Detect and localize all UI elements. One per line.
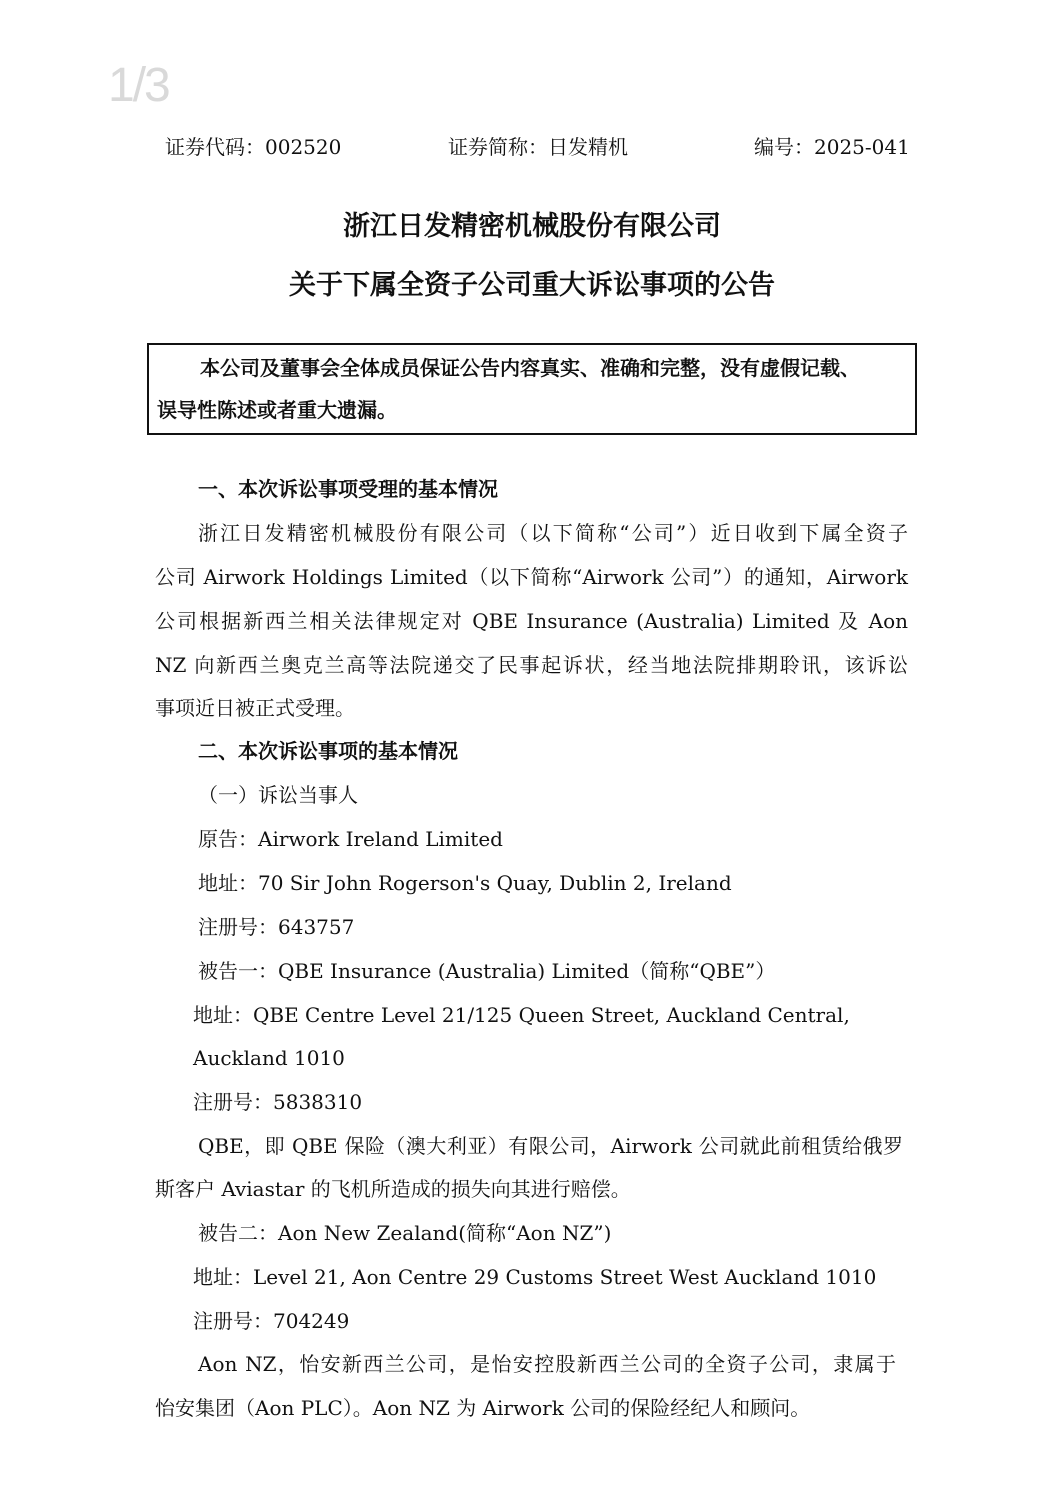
disclaimer-line: 误导性陈述或者重大遗漏。 bbox=[157, 398, 397, 422]
defendant-one-description: QBE，即 QBE 保险（澳大利亚）有限公司，Airwork 公司就此前租赁给俄罗 bbox=[198, 1134, 903, 1158]
defendant-two-address: 地址：Level 21, Aon Centre 29 Customs Street West Auckland 1010 bbox=[193, 1265, 877, 1289]
section-heading: 一、本次诉讼事项受理的基本情况 bbox=[198, 477, 498, 501]
defendant-one-address: 地址：QBE Centre Level 21/125 Queen Street, Auckland Central, bbox=[193, 1003, 850, 1027]
defendant-one: 被告一：QBE Insurance (Australia) Limited（简称“QBE”） bbox=[198, 959, 776, 983]
defendant-two-registration: 注册号：704249 bbox=[193, 1309, 350, 1333]
announcement-number: 编号：2025-041 bbox=[754, 135, 910, 159]
plaintiff-address: 地址：70 Sir John Rogerson's Quay, Dublin 2, Ireland bbox=[198, 871, 732, 895]
stock-abbreviation: 证券简称：日发精机 bbox=[448, 135, 628, 159]
defendant-one-description: 斯客户 Aviastar 的飞机所造成的损失向其进行赔偿。 bbox=[155, 1177, 631, 1201]
defendant-two-description: 怡安集团（Aon PLC）。Aon NZ 为 Airwork 公司的保险经纪人和顾问。 bbox=[155, 1396, 811, 1420]
title-company: 浙江日发精密机械股份有限公司 bbox=[343, 211, 721, 242]
stock-code: 证券代码：002520 bbox=[165, 135, 342, 159]
section-heading: 二、本次诉讼事项的基本情况 bbox=[198, 739, 458, 763]
defendant-one-address: Auckland 1010 bbox=[193, 1046, 345, 1070]
paragraph-line: 公司 Airwork Holdings Limited（以下简称“Airwork 公司”）的通知，Airwork bbox=[155, 565, 908, 589]
paragraph-line: 事项近日被正式受理。 bbox=[155, 696, 355, 720]
paragraph-line: NZ 向新西兰奥克兰高等法院递交了民事起诉状，经当地法院排期聆讯，该诉讼 bbox=[155, 653, 908, 677]
defendant-two-description: Aon NZ，怡安新西兰公司，是怡安控股新西兰公司的全资子公司，隶属于 bbox=[198, 1352, 896, 1376]
disclaimer-line: 本公司及董事会全体成员保证公告内容真实、准确和完整，没有虚假记载、 bbox=[200, 356, 860, 380]
paragraph-line: 浙江日发精密机械股份有限公司（以下简称“公司”）近日收到下属全资子 bbox=[198, 521, 908, 545]
page-indicator: 1/3 bbox=[108, 59, 169, 112]
defendant-two: 被告二：Aon New Zealand(简称“Aon NZ”) bbox=[198, 1221, 612, 1245]
defendant-one-registration: 注册号：5838310 bbox=[193, 1090, 363, 1114]
title-subject: 关于下属全资子公司重大诉讼事项的公告 bbox=[289, 270, 775, 301]
subsection-heading: （一）诉讼当事人 bbox=[198, 783, 358, 807]
plaintiff-registration: 注册号：643757 bbox=[198, 915, 355, 939]
paragraph-line: 公司根据新西兰相关法律规定对 QBE Insurance (Australia) Limited 及 Aon bbox=[155, 609, 908, 633]
plaintiff: 原告：Airwork Ireland Limited bbox=[198, 827, 503, 851]
